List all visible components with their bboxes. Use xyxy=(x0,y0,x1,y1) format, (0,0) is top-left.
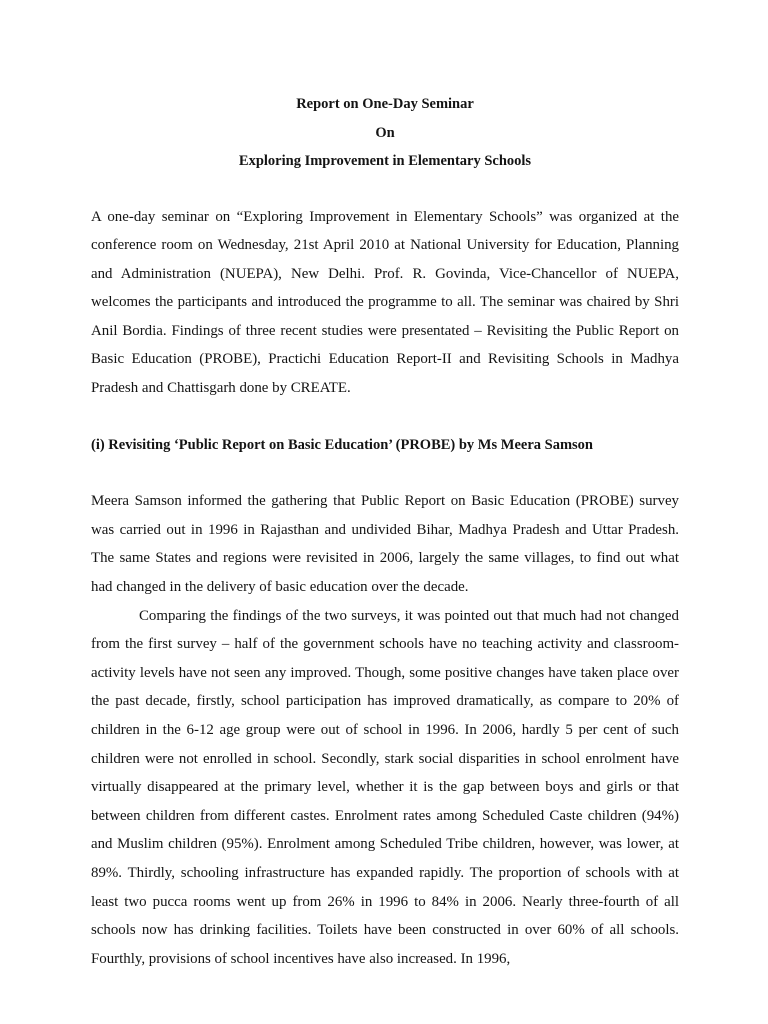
section-paragraph-1: Meera Samson informed the gathering that Public Report on Basic Education (PROBE) survey was carried out in 1996 in Rajasthan and undivided Bihar, Madhya Pradesh and Uttar Pradesh. The same States and regions were revisited in 2006, largely the same villages, to find out what had changed in the delivery of basic education over the decade. xyxy=(91,493,679,596)
section-paragraph-2: Comparing the findings of the two surveys, it was pointed out that much had not changed from the first survey – half of the government schools have no teaching activity and classroom-activity levels have not seen any improved. Though, some positive changes have taken place over the past decade, firstly, school participation has improved dramatically, as compare to 20% of children in the 6-12 age group were out of school in 1996. In 2006, hardly 5 per cent of such children were not enrolled in school. Secondly, stark social disparities in school enrolment have virtually disappeared at the primary level, whether it is the gap between boys and girls or that between children from different castes. Enrolment rates among Scheduled Caste children (94%) and Muslim children (95%). Enrolment among Scheduled Tribe children, however, was lower, at 89%. Thirdly, schooling infrastructure has expanded rapidly. The proportion of schools with at least two pucca rooms went up from 26% in 1996 to 84% in 2006. Nearly three-fourth of all schools now has drinking facilities. Toilets have been constructed in over 60% of all schools. Fourthly, provisions of school incentives have also increased. In 1996, xyxy=(91,607,679,967)
document-title-line-3: Exploring Improvement in Elementary Schools xyxy=(238,153,532,169)
document-title-line-1: Report on One-Day Seminar xyxy=(296,96,474,112)
section-heading-probe: (i) Revisiting ‘Public Report on Basic Education’ (PROBE) by Ms Meera Samson xyxy=(91,436,593,453)
document-title-line-2: On xyxy=(375,124,395,141)
intro-paragraph: A one-day seminar on “Exploring Improvement in Elementary Schools” was organized at the conference room on Wednesday, 21st April 2010 at National University for Education, Planning and Administration (NUEPA), New Delhi. Prof. R. Govinda, Vice-Chancellor of NUEPA, welcomes the participants and introduced the programme to all. The seminar was chaired by Shri Anil Bordia. Findings of three recent studies were presentated – Revisiting the Public Report on Basic Education (PROBE), Practichi Education Report-II and Revisiting Schools in Madhya Pradesh and Chattisgarh done by CREATE. xyxy=(91,208,679,397)
document-page xyxy=(91,90,679,973)
